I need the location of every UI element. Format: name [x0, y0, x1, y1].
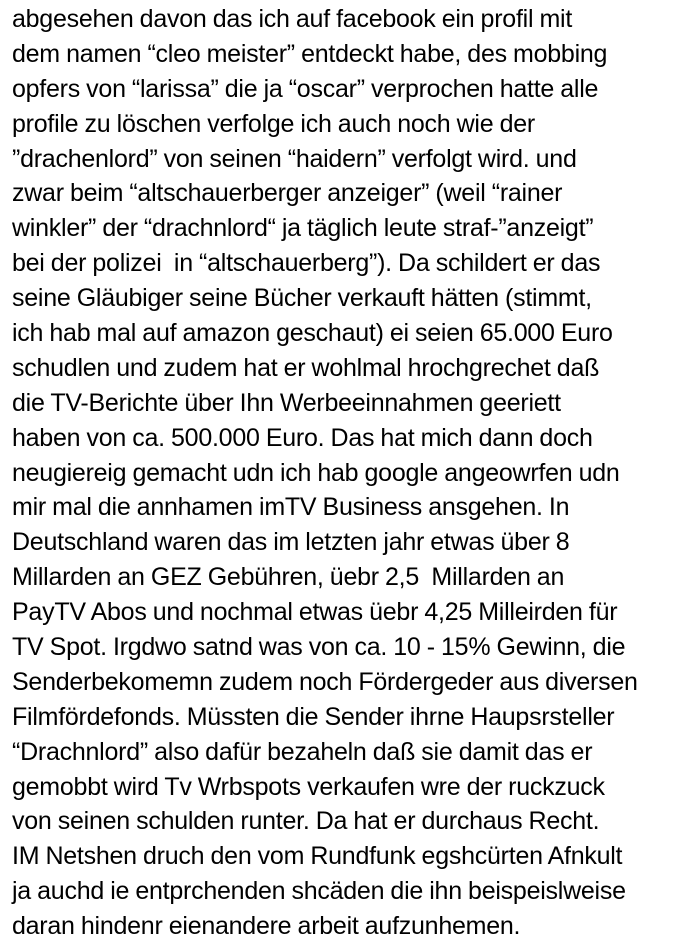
- text-line-7: winkler” der “drachnlord“ ja täglich leute straf-”anzeigt”: [12, 214, 594, 243]
- text-line-27: daran hindenr eienandere arbeit aufzunhemen.: [12, 912, 521, 941]
- text-line-14: neugiereig gemacht udn ich hab google angeowrfen udn: [12, 458, 620, 487]
- text-line-2: dem namen “cleo meister” entdeckt habe, des mobbing: [12, 39, 608, 68]
- document-text: [12, 2, 680, 944]
- text-line-21: Filmfördefonds. Müssten die Sender ihrne Haupsrsteller: [12, 702, 615, 731]
- text-line-19: TV Spot. Irgdwo satnd was von ca. 10 - 15% Gewinn, die: [12, 633, 626, 662]
- text-line-9: seine Gläubiger seine Bücher verkauft hätten (stimmt,: [12, 284, 592, 313]
- text-line-18: PayTV Abos und nochmal etwas üebr 4,25 Milleirden für: [12, 598, 618, 627]
- text-line-25: IM Netshen druch den vom Rundfunk egshcürten Afnkult: [12, 842, 623, 871]
- text-line-1: abgesehen davon das ich auf facebook ein profil mit: [12, 5, 573, 33]
- text-line-16: Deutschland waren das im letzten jahr etwas über 8: [12, 528, 570, 557]
- text-line-23: gemobbt wird Tv Wrbspots verkaufen wre der ruckzuck: [12, 772, 605, 801]
- text-line-17: Millarden an GEZ Gebühren, üebr 2,5 Millarden an: [12, 563, 565, 592]
- text-line-5: ”drachenlord” von seinen “haidern” verfolgt wird. und: [12, 144, 577, 173]
- text-line-24: von seinen schulden runter. Da hat er durchaus Recht.: [12, 807, 600, 836]
- text-line-3: opfers von “larissa” die ja “oscar” verprochen hatte alle: [12, 74, 599, 103]
- text-line-11: schudlen und zudem hat er wohlmal hrochgrechet daß: [12, 353, 600, 382]
- text-line-20: Senderbekomemn zudem noch Fördergeder aus diversen: [12, 667, 638, 696]
- text-line-12: die TV-Berichte über Ihn Werbeeinnahmen geeriett: [12, 388, 561, 417]
- text-line-6: zwar beim “altschauerberger anzeiger” (weil “rainer: [12, 179, 563, 208]
- text-line-22: “Drachnlord” also dafür bezaheln daß sie damit das er: [12, 737, 593, 766]
- text-line-4: profile zu löschen verfolge ich auch noch wie der: [12, 109, 535, 138]
- text-line-26: ja auchd ie entprchenden shcäden die ihn beispeislweise: [12, 877, 626, 906]
- text-line-13: haben von ca. 500.000 Euro. Das hat mich dann doch: [12, 423, 593, 452]
- text-line-15: mir mal die annhamen imTV Business ansgehen. In: [12, 493, 570, 522]
- text-line-10: ich hab mal auf amazon geschaut) ei seien 65.000 Euro: [12, 319, 613, 348]
- text-line-8: bei der polizei in “altschauerberg”). Da schildert er das: [12, 249, 601, 278]
